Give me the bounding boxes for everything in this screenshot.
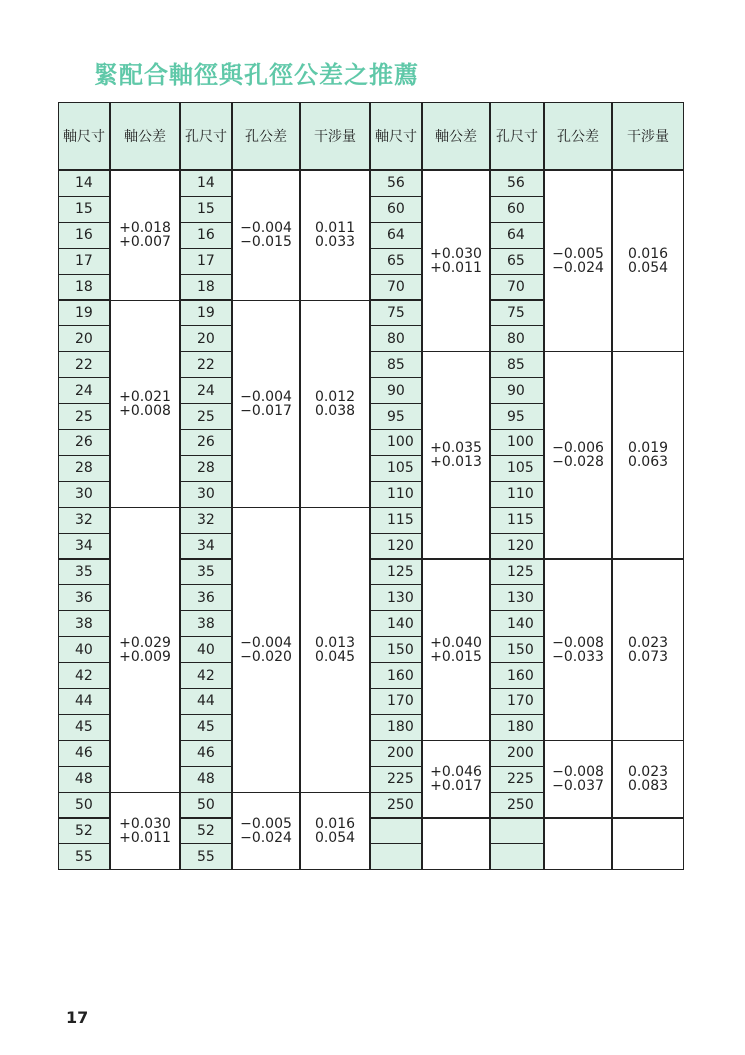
interference-values	[628, 247, 668, 275]
shaft-tolerance-cell	[110, 792, 180, 871]
interference-lower: 0.054	[627, 260, 669, 277]
hole-size-cell: 56	[490, 170, 544, 197]
hole-size-cell: 25	[180, 403, 232, 430]
page-number: 17	[66, 1008, 89, 1027]
shaft-size-cell: 18	[58, 274, 110, 301]
hole-tolerance-lower: −0.024	[240, 829, 292, 846]
shaft-size-cell: 15	[58, 196, 110, 223]
hole-tolerance-cell	[232, 170, 300, 301]
hole-size-cell: 85	[490, 351, 544, 378]
shaft-size-cell: 140	[370, 610, 422, 637]
shaft-size-cell: 75	[370, 300, 422, 327]
shaft-size-cell: 80	[370, 325, 422, 352]
header-shaft-size: 軸尺寸	[370, 102, 422, 170]
shaft-tolerance-cell	[110, 170, 180, 301]
shaft-size-cell: 30	[58, 481, 110, 508]
hole-tolerance-lower: −0.017	[240, 402, 292, 419]
interference-upper: 0.012	[314, 388, 356, 405]
shaft-tolerance-upper: +0.030	[430, 246, 482, 263]
hole-tolerance-upper: −0.006	[552, 440, 604, 457]
hole-size-cell: 16	[180, 222, 232, 249]
header-hole-tolerance: 孔公差	[232, 102, 300, 170]
shaft-tolerance-cell	[422, 170, 490, 352]
hole-size-cell: 30	[180, 481, 232, 508]
hole-size-cell: 130	[490, 584, 544, 611]
shaft-tolerance-lower: +0.011	[119, 829, 171, 846]
hole-size-cell: 26	[180, 429, 232, 456]
hole-size-cell: 110	[490, 481, 544, 508]
shaft-tolerance-upper: +0.021	[119, 388, 171, 405]
shaft-tolerance-values	[430, 247, 482, 275]
hole-size-cell: 160	[490, 662, 544, 689]
hole-size-cell: 45	[180, 714, 232, 741]
shaft-tolerance-upper: +0.029	[119, 634, 171, 651]
interference-cell	[612, 351, 684, 559]
hole-tolerance-values	[240, 390, 292, 418]
hole-size-cell: 150	[490, 636, 544, 663]
hole-size-cell: 19	[180, 300, 232, 327]
hole-size-cell: 60	[490, 196, 544, 223]
hole-size-cell: 34	[180, 533, 232, 560]
hole-size-cell: 100	[490, 429, 544, 456]
hole-size-cell: 22	[180, 351, 232, 378]
hole-size-cell	[490, 818, 544, 845]
shaft-size-cell: 17	[58, 248, 110, 275]
hole-tolerance-values	[552, 765, 604, 793]
hole-tolerance-upper: −0.004	[240, 388, 292, 405]
shaft-size-cell: 250	[370, 792, 422, 819]
hole-size-cell: 105	[490, 455, 544, 482]
shaft-tolerance-cell	[422, 351, 490, 559]
shaft-tolerance-values	[119, 817, 171, 845]
shaft-tolerance-upper: +0.046	[430, 764, 482, 781]
header-hole-tolerance: 孔公差	[544, 102, 612, 170]
shaft-size-cell: 32	[58, 507, 110, 534]
shaft-size-cell: 64	[370, 222, 422, 249]
shaft-size-cell: 28	[58, 455, 110, 482]
interference-lower: 0.038	[314, 402, 356, 419]
shaft-tolerance-values	[430, 636, 482, 664]
hole-size-cell: 170	[490, 688, 544, 715]
shaft-size-cell: 16	[58, 222, 110, 249]
hole-tolerance-lower: −0.015	[240, 234, 292, 251]
shaft-tolerance-cell	[110, 507, 180, 793]
shaft-tolerance-lower: +0.007	[119, 234, 171, 251]
page-title: 緊配合軸徑與孔徑公差之推薦	[94, 61, 419, 89]
hole-tolerance-upper: −0.004	[240, 220, 292, 237]
shaft-size-cell: 65	[370, 248, 422, 275]
hole-size-cell: 24	[180, 377, 232, 404]
hole-size-cell: 95	[490, 403, 544, 430]
shaft-tolerance-upper: +0.018	[119, 220, 171, 237]
header-hole-size: 孔尺寸	[490, 102, 544, 170]
interference-upper: 0.016	[314, 815, 356, 832]
interference-upper: 0.023	[627, 634, 669, 651]
interference-upper: 0.016	[627, 246, 669, 263]
shaft-size-cell: 100	[370, 429, 422, 456]
interference-cell	[300, 507, 370, 793]
shaft-size-cell: 45	[58, 714, 110, 741]
hole-size-cell	[490, 843, 544, 870]
shaft-tolerance-cell	[110, 300, 180, 508]
header-shaft-size: 軸尺寸	[58, 102, 110, 170]
shaft-size-cell: 85	[370, 351, 422, 378]
shaft-size-cell: 46	[58, 740, 110, 767]
interference-upper: 0.011	[314, 220, 356, 237]
interference-values	[315, 221, 355, 249]
header-interference: 干涉量	[612, 102, 684, 170]
shaft-size-cell: 70	[370, 274, 422, 301]
shaft-size-cell: 42	[58, 662, 110, 689]
shaft-size-cell: 44	[58, 688, 110, 715]
shaft-size-cell: 26	[58, 429, 110, 456]
shaft-tolerance-lower: +0.015	[430, 648, 482, 665]
hole-size-cell: 65	[490, 248, 544, 275]
shaft-size-cell: 150	[370, 636, 422, 663]
interference-values	[315, 636, 355, 664]
hole-size-cell: 32	[180, 507, 232, 534]
shaft-size-cell: 22	[58, 351, 110, 378]
hole-size-cell: 35	[180, 559, 232, 586]
interference-cell	[612, 170, 684, 352]
hole-size-cell: 15	[180, 196, 232, 223]
shaft-size-cell: 20	[58, 325, 110, 352]
interference-values	[315, 390, 355, 418]
shaft-tolerance-lower: +0.011	[430, 260, 482, 277]
shaft-size-cell: 38	[58, 610, 110, 637]
shaft-size-cell: 200	[370, 740, 422, 767]
interference-cell	[300, 170, 370, 301]
hole-size-cell: 250	[490, 792, 544, 819]
shaft-size-cell: 24	[58, 377, 110, 404]
shaft-size-cell: 90	[370, 377, 422, 404]
interference-lower: 0.054	[314, 829, 356, 846]
hole-tolerance-lower: −0.033	[552, 648, 604, 665]
hole-size-cell: 115	[490, 507, 544, 534]
hole-tolerance-lower: −0.020	[240, 648, 292, 665]
shaft-tolerance-upper: +0.030	[119, 815, 171, 832]
hole-size-cell: 55	[180, 843, 232, 870]
shaft-size-cell: 52	[58, 818, 110, 845]
hole-tolerance-cell	[544, 740, 612, 819]
shaft-size-cell: 160	[370, 662, 422, 689]
hole-size-cell: 44	[180, 688, 232, 715]
hole-tolerance-upper: −0.005	[552, 246, 604, 263]
header-hole-size: 孔尺寸	[180, 102, 232, 170]
hole-size-cell: 50	[180, 792, 232, 819]
shaft-size-cell: 36	[58, 584, 110, 611]
hole-size-cell: 52	[180, 818, 232, 845]
hole-size-cell: 125	[490, 559, 544, 586]
shaft-tolerance-cell	[422, 818, 490, 871]
shaft-tolerance-values	[119, 221, 171, 249]
hole-size-cell: 36	[180, 584, 232, 611]
shaft-size-cell: 95	[370, 403, 422, 430]
hole-size-cell: 38	[180, 610, 232, 637]
hole-tolerance-values	[552, 636, 604, 664]
interference-cell	[300, 792, 370, 871]
hole-size-cell: 70	[490, 274, 544, 301]
shaft-size-cell: 25	[58, 403, 110, 430]
interference-values	[628, 636, 668, 664]
interference-values	[315, 817, 355, 845]
shaft-size-cell: 115	[370, 507, 422, 534]
hole-size-cell: 200	[490, 740, 544, 767]
shaft-tolerance-values	[430, 441, 482, 469]
interference-lower: 0.083	[627, 778, 669, 795]
hole-tolerance-cell	[544, 559, 612, 741]
shaft-size-cell: 130	[370, 584, 422, 611]
shaft-size-cell: 48	[58, 766, 110, 793]
shaft-tolerance-values	[119, 636, 171, 664]
interference-values	[628, 765, 668, 793]
hole-tolerance-lower: −0.028	[552, 454, 604, 471]
shaft-size-cell: 110	[370, 481, 422, 508]
hole-tolerance-values	[240, 817, 292, 845]
hole-tolerance-values	[552, 247, 604, 275]
shaft-size-cell: 35	[58, 559, 110, 586]
hole-size-cell: 75	[490, 300, 544, 327]
shaft-tolerance-upper: +0.040	[430, 634, 482, 651]
shaft-size-cell: 55	[58, 843, 110, 870]
shaft-size-cell: 14	[58, 170, 110, 197]
interference-cell	[612, 818, 684, 871]
hole-size-cell: 18	[180, 274, 232, 301]
header-shaft-tolerance: 軸公差	[110, 102, 180, 170]
hole-size-cell: 20	[180, 325, 232, 352]
shaft-tolerance-lower: +0.017	[430, 778, 482, 795]
hole-tolerance-upper: −0.005	[240, 815, 292, 832]
hole-size-cell: 14	[180, 170, 232, 197]
shaft-size-cell	[370, 843, 422, 870]
hole-size-cell: 90	[490, 377, 544, 404]
shaft-size-cell: 170	[370, 688, 422, 715]
shaft-size-cell: 34	[58, 533, 110, 560]
hole-size-cell: 120	[490, 533, 544, 560]
shaft-size-cell: 180	[370, 714, 422, 741]
hole-tolerance-cell	[232, 300, 300, 508]
shaft-size-cell: 60	[370, 196, 422, 223]
hole-tolerance-values	[240, 221, 292, 249]
hole-size-cell: 140	[490, 610, 544, 637]
hole-size-cell: 40	[180, 636, 232, 663]
interference-lower: 0.063	[627, 454, 669, 471]
hole-tolerance-upper: −0.008	[552, 634, 604, 651]
shaft-tolerance-values	[430, 765, 482, 793]
shaft-size-cell	[370, 818, 422, 845]
hole-size-cell: 225	[490, 766, 544, 793]
hole-size-cell: 46	[180, 740, 232, 767]
shaft-size-cell: 56	[370, 170, 422, 197]
hole-tolerance-cell	[232, 507, 300, 793]
hole-size-cell: 80	[490, 325, 544, 352]
shaft-tolerance-cell	[422, 559, 490, 741]
hole-tolerance-cell	[544, 170, 612, 352]
interference-cell	[612, 740, 684, 819]
hole-size-cell: 42	[180, 662, 232, 689]
hole-tolerance-lower: −0.024	[552, 260, 604, 277]
hole-size-cell: 28	[180, 455, 232, 482]
shaft-tolerance-upper: +0.035	[430, 440, 482, 457]
interference-values	[628, 441, 668, 469]
shaft-tolerance-cell	[422, 740, 490, 819]
shaft-tolerance-values	[119, 390, 171, 418]
shaft-tolerance-lower: +0.013	[430, 454, 482, 471]
hole-tolerance-cell	[544, 818, 612, 871]
interference-lower: 0.045	[314, 648, 356, 665]
hole-size-cell: 48	[180, 766, 232, 793]
interference-lower: 0.033	[314, 234, 356, 251]
hole-tolerance-cell	[232, 792, 300, 871]
shaft-tolerance-lower: +0.008	[119, 402, 171, 419]
hole-tolerance-values	[240, 636, 292, 664]
hole-tolerance-upper: −0.008	[552, 764, 604, 781]
shaft-size-cell: 40	[58, 636, 110, 663]
interference-upper: 0.013	[314, 634, 356, 651]
interference-upper: 0.023	[627, 764, 669, 781]
interference-cell	[300, 300, 370, 508]
shaft-size-cell: 19	[58, 300, 110, 327]
hole-size-cell: 17	[180, 248, 232, 275]
header-shaft-tolerance: 軸公差	[422, 102, 490, 170]
hole-size-cell: 64	[490, 222, 544, 249]
shaft-size-cell: 105	[370, 455, 422, 482]
shaft-size-cell: 125	[370, 559, 422, 586]
shaft-size-cell: 225	[370, 766, 422, 793]
hole-size-cell: 180	[490, 714, 544, 741]
interference-upper: 0.019	[627, 440, 669, 457]
hole-tolerance-values	[552, 441, 604, 469]
shaft-size-cell: 50	[58, 792, 110, 819]
shaft-size-cell: 120	[370, 533, 422, 560]
hole-tolerance-cell	[544, 351, 612, 559]
interference-lower: 0.073	[627, 648, 669, 665]
header-interference: 干涉量	[300, 102, 370, 170]
hole-tolerance-lower: −0.037	[552, 778, 604, 795]
hole-tolerance-upper: −0.004	[240, 634, 292, 651]
shaft-tolerance-lower: +0.009	[119, 648, 171, 665]
interference-cell	[612, 559, 684, 741]
